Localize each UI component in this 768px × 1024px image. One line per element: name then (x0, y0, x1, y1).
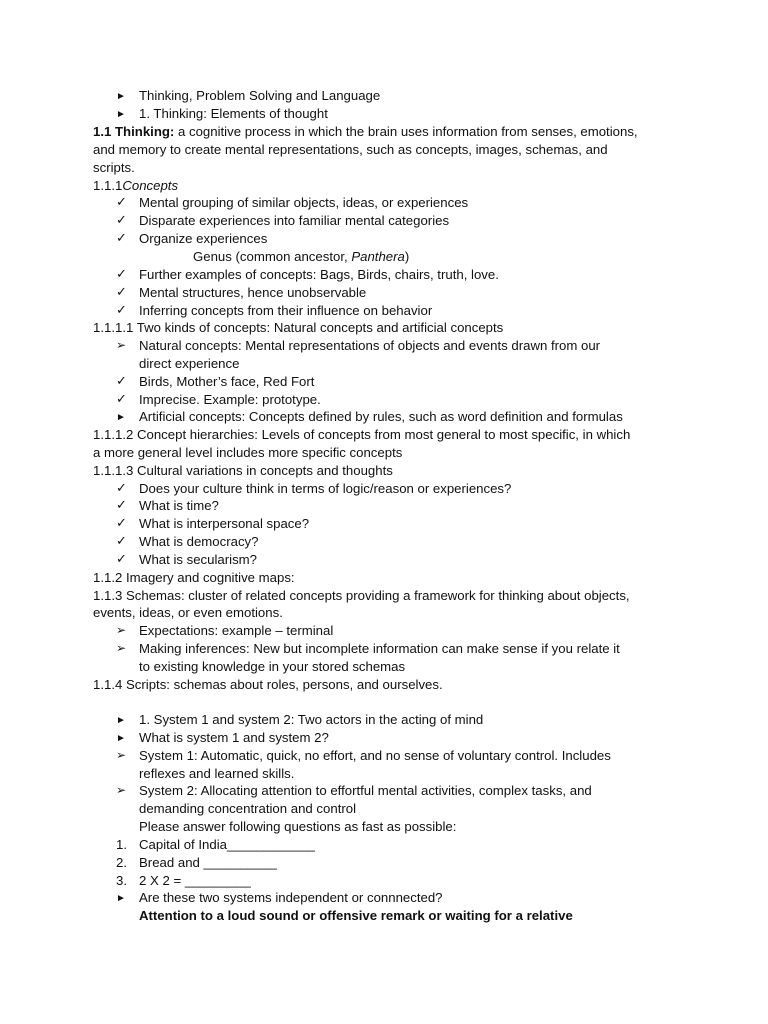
arrow-bullet-icon: ➢ (116, 641, 127, 655)
checkmark-icon: ✓ (116, 267, 127, 282)
checkmark-icon: ✓ (116, 195, 127, 210)
checkmark-icon: ✓ (116, 534, 127, 549)
item-number: 1. (116, 837, 127, 852)
triangle-bullet-icon: ► (116, 893, 126, 904)
arrow-bullet-icon: ➢ (116, 623, 127, 637)
definition-text: a cognitive process in which the brain uses information from senses, emotions, (174, 124, 638, 139)
document-page: ► Thinking, Problem Solving and Language ► 1. Thinking: Elements of thought 1.1 Thinking: a cognitive process in which the brain uses information from senses, emotions, and memory to create mental representations, such as concepts, images, schemas, and scripts. 1.1.1Concepts ✓ Mental grouping of similar objects, ideas, or experiences ✓ Disparate experiences into familiar mental categories ✓ Organize experiences Genus (common ancestor, Panthera) ✓ Further examples of concepts: Bags, Birds, chairs, truth, love. ✓ Mental structures, hence unobservable ✓ Inferring concepts from their influence on behavior 1.1.1.1 Two kinds of concepts: Natural concepts and artificial concepts ➢ Natural concepts: Mental representations of objects and events drawn from our direct experience ✓ Birds, Mother’s face, Red Fort ✓ Imprecise. Example: prototype. ► Artificial concepts: Concepts defined by rules, such as word definition and formulas 1.1.1.2 Concept hierarchies: Levels of concepts from most general to most specific, in which a more general level includes more specific concepts 1.1.1.3 Cultural variations in concepts and thoughts ✓ Does your culture think in terms of logic/reason or experiences? ✓ What is time? ✓ What is interpersonal space? ✓ What is democracy? ✓ What is secularism? 1.1.2 Imagery and cognitive maps: 1.1.3 Schemas: cluster of related concepts providing a framework for thinking about objects, events, ideas, or even emotions. ➢ Expectations: example – terminal ➢ Making inferences: New but incomplete information can make sense if you relate it to existing knowledge in your stored schemas 1.1.4 Scripts: schemas about roles, persons, and ourselves. ► 1. System 1 and system 2: Two actors in the acting of mind ► What is system 1 and system 2? ➢ System 1: Automatic, quick, no effort, and no sense of voluntary control. Includes reflexes and learned skills. ➢ System 2: Allocating attention to effortful mental activities, complex tasks, and demanding concentration and control Please answer following questions as fast as possible: 1. Capital of India____________ 2. Bread and __________ 3. 2 X 2 = _________ ► Are these two systems independent or connnected? Attention to a loud sound or offensive remark or waiting for a relative (93, 88, 638, 923)
heading-section: 1. Thinking: Elements of thought (139, 106, 328, 121)
checkmark-icon: ✓ (116, 285, 127, 300)
triangle-bullet-icon: ► (116, 412, 126, 423)
arrow-bullet-icon: ➢ (116, 748, 127, 762)
heading-topic: Thinking, Problem Solving and Language (139, 88, 381, 103)
term-thinking: 1.1 Thinking: (93, 124, 175, 139)
triangle-bullet-icon: ► (116, 715, 126, 726)
checkmark-icon: ✓ (116, 303, 127, 318)
checkmark-icon: ✓ (116, 481, 127, 496)
checkmark-icon: ✓ (116, 392, 127, 407)
arrow-bullet-icon: ➢ (116, 783, 127, 797)
triangle-bullet-icon: ► (116, 91, 126, 102)
checkmark-icon: ✓ (116, 231, 127, 246)
item-number: 3. (116, 873, 127, 888)
item-number: 2. (116, 855, 127, 870)
checkmark-icon: ✓ (116, 374, 127, 389)
checkmark-icon: ✓ (116, 516, 127, 531)
triangle-bullet-icon: ► (116, 733, 126, 744)
triangle-bullet-icon: ► (116, 109, 126, 120)
bold-statement: Attention to a loud sound or offensive remark or waiting for a relative (139, 908, 573, 923)
checkmark-icon: ✓ (116, 498, 127, 513)
checkmark-icon: ✓ (116, 213, 127, 228)
checkmark-icon: ✓ (116, 552, 127, 567)
arrow-bullet-icon: ➢ (116, 338, 127, 352)
